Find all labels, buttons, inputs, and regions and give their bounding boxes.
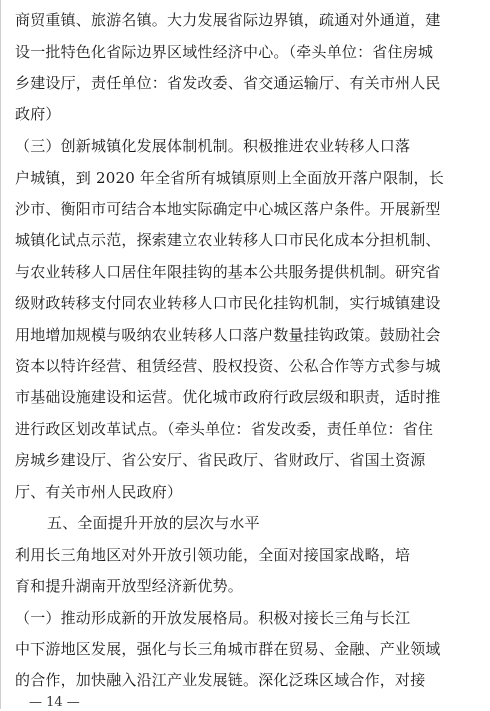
text-line: 商贸重镇、旅游名镇。大力发展省际边界镇，疏通对外通道，建 [15,11,441,29]
text-line: 与农业转移人口居住年限挂钩的基本公共服务提供机制。研究省 [15,263,441,281]
text-line: 城镇化试点示范，探索建立农业转移人口市民化成本分担机制、 [15,231,441,249]
text-line: 中下游地区发展，强化与长三角城市群在贸易、金融、产业领域 [15,640,441,658]
text-line: 进行政区划改革试点。（牵头单位：省发改委，责任单位：省住 [15,420,434,438]
text-line: 房城乡建设厅、省公安厅、省民政厅、省财政厅、省国土资源 [15,451,426,469]
text-line: 利用长三角地区对外开放引领功能，全面对接国家战略，培 [15,546,411,564]
text-line: 沙市、衡阳市可结合本地实际确定中心城区落户条件。开展新型 [15,200,441,218]
text-line: 设一批特色化省际边界区域性经济中心。（牵头单位：省住房城 [15,43,434,61]
text-line: （一）推动形成新的开放发展格局。积极对接长三角与长江 [15,609,411,627]
text-line: 厅、有关市州人民政府） [15,483,183,501]
text-line: 的合作，加快融入沿江产业发展链。深化泛珠区域合作，对接 [15,671,426,689]
page-number: — 14 — [29,695,80,710]
text-line: （三）创新城镇化发展体制机制。积极推进农业转移人口落 [15,137,411,155]
text-line: 资本以特许经营、租赁经营、股权投资、公私合作等方式参与城 [15,357,441,375]
text-line: 育和提升湖南开放型经济新优势。 [15,577,244,595]
text-line: 用地增加规模与吸纳农业转移人口落户数量挂钩政策。鼓励社会 [15,326,441,344]
text-line: 市基础设施建设和运营。优化城市政府行政层级和职责，适时推 [15,388,441,406]
section-heading: 五、全面提升开放的层次与水平 [47,514,260,532]
text-line: 级财政转移支付同农业转移人口市民化挂钩机制，实行城镇建设 [15,294,441,312]
text-line: 政府） [15,105,61,123]
text-line: 乡建设厅，责任单位：省发改委、省交通运输厅、有关市州人民 [15,74,441,92]
text-line: 户城镇，到 2020 年全省所有城镇原则上全面放开落户限制，长 [15,169,444,187]
